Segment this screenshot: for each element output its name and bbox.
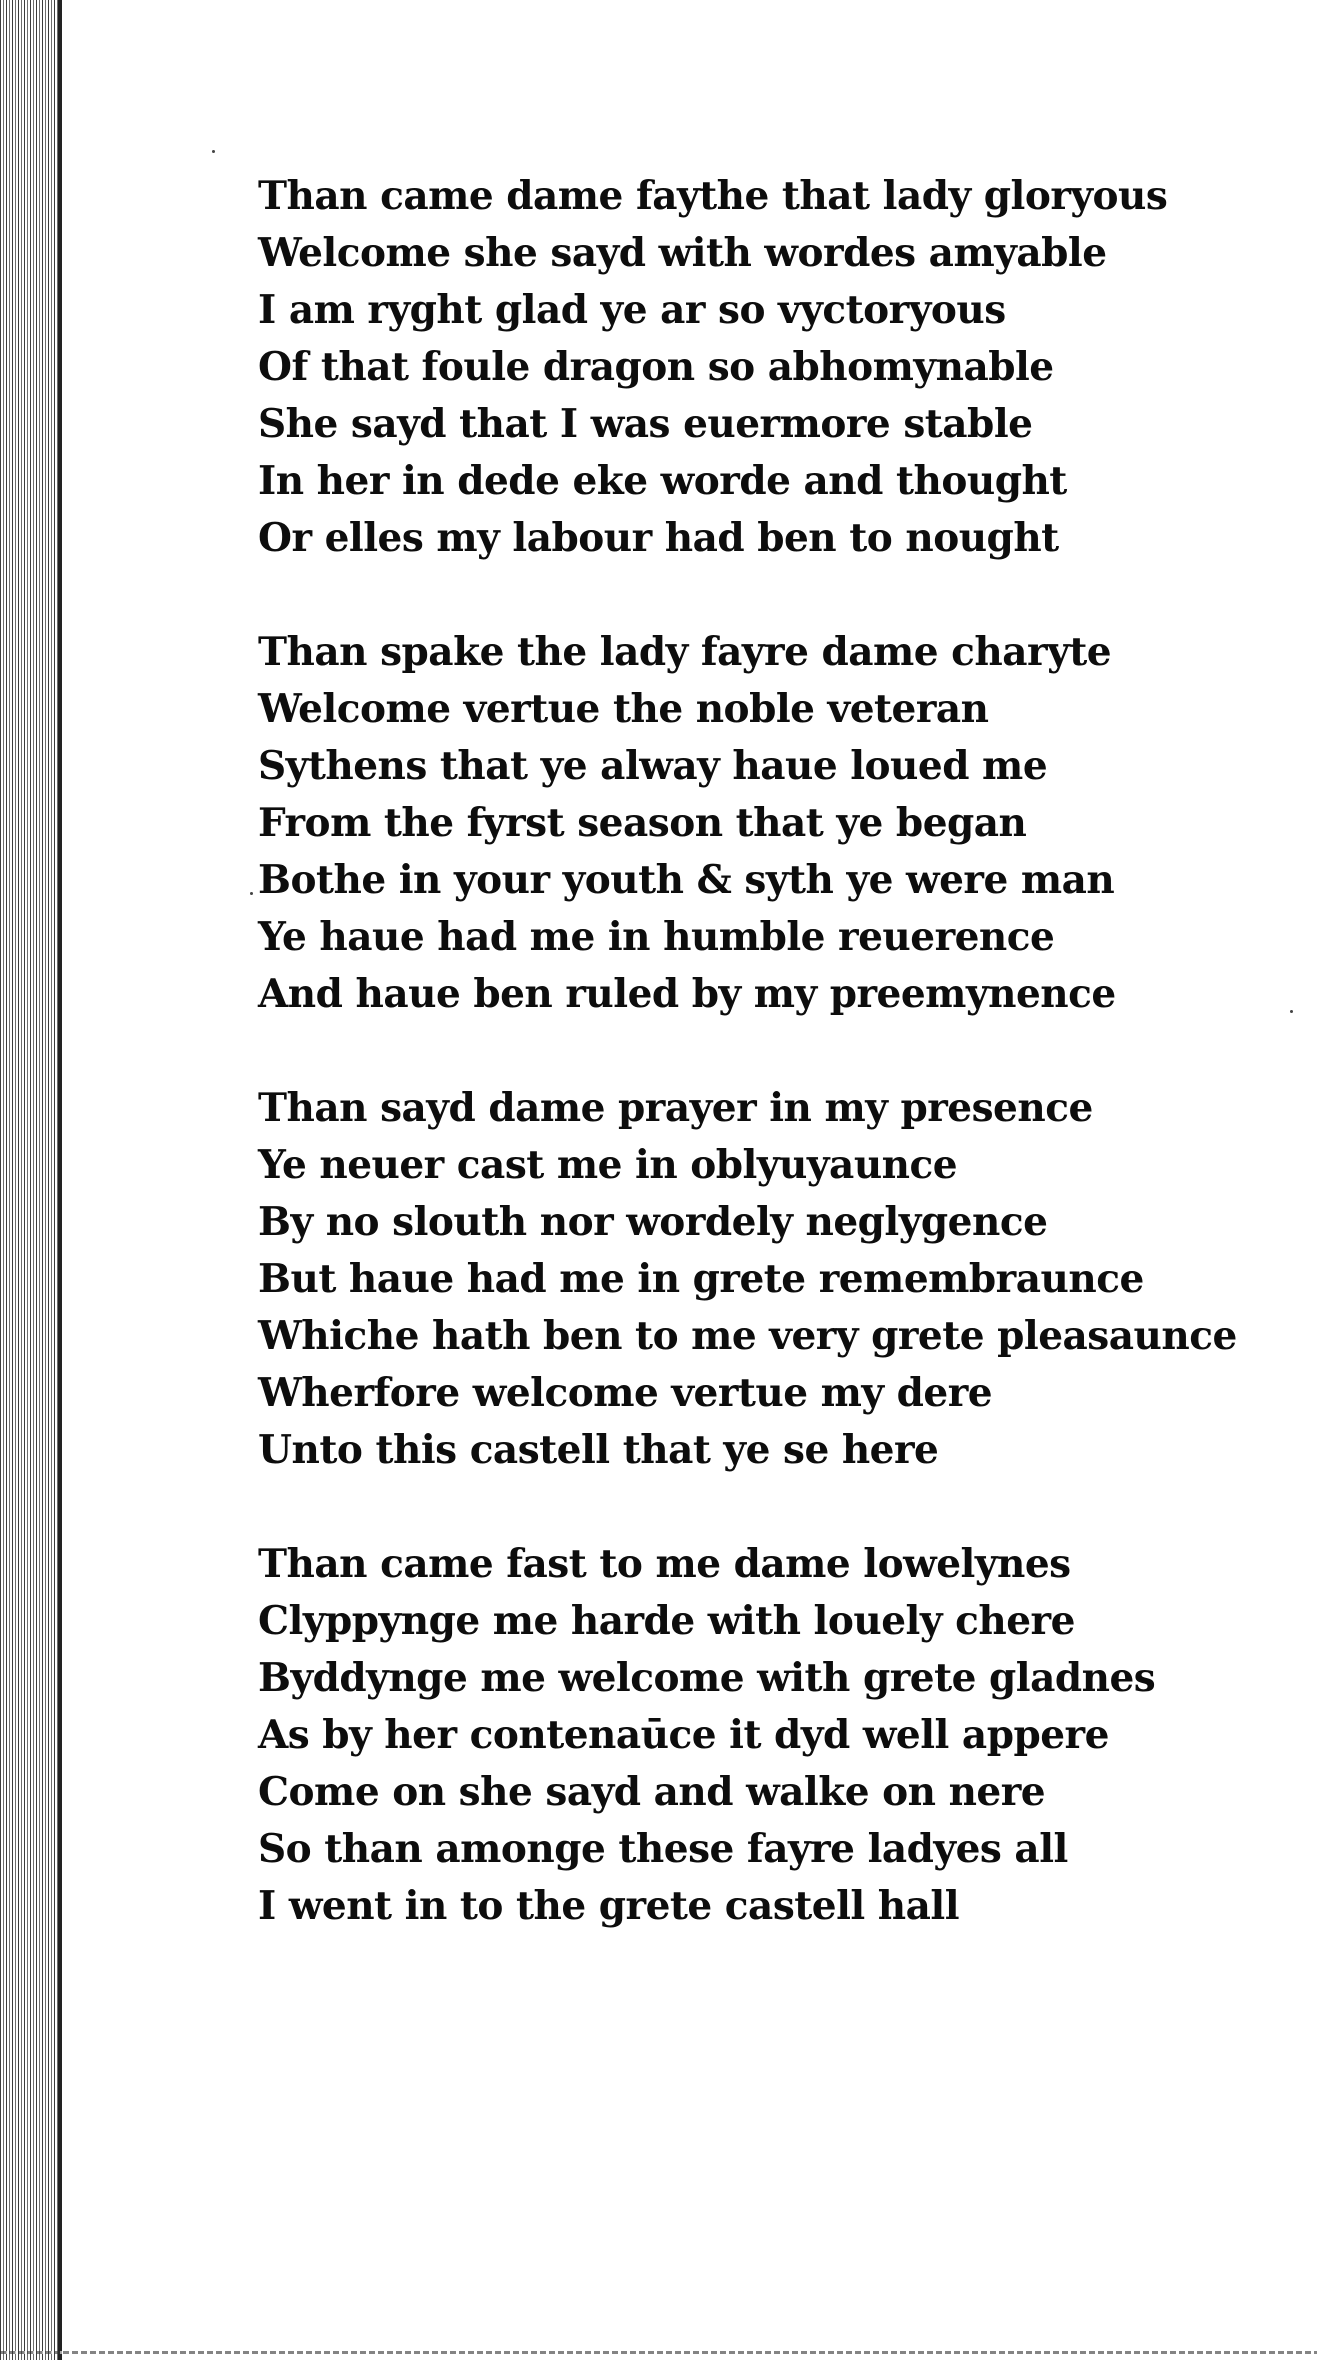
verse-line: I am ryght glad ye ar so vyctoryous xyxy=(258,287,1006,333)
verse-line: Ye haue had me in humble reuerence xyxy=(258,914,1055,960)
verse-line: By no slouth nor wordely neglygence xyxy=(258,1199,1048,1245)
verse-line: Whiche hath ben to me very grete pleasaunce xyxy=(258,1313,1237,1359)
verse-line: And haue ben ruled by my preemynence xyxy=(258,971,1116,1017)
verse-line: Than came dame faythe that lady gloryous xyxy=(258,173,1168,219)
print-speck xyxy=(212,150,215,153)
verse-line: Unto this castell that ye se here xyxy=(258,1427,939,1473)
stanza-1 xyxy=(258,168,1278,567)
verse-line: Than sayd dame prayer in my presence xyxy=(258,1085,1093,1131)
verse-line: Bothe in your youth & syth ye were man xyxy=(258,857,1115,903)
verse-line: Welcome vertue the noble veteran xyxy=(258,686,989,732)
verse-line: I went in to the grete castell hall xyxy=(258,1883,960,1929)
verse-line: Sythens that ye alway haue loued me xyxy=(258,743,1048,789)
verse-line: Than spake the lady fayre dame charyte xyxy=(258,629,1112,675)
verse-line: As by her contenaūce it dyd well appere xyxy=(258,1712,1109,1758)
page-bottom-edge xyxy=(0,2351,1317,2354)
verse-line: She sayd that I was euermore stable xyxy=(258,401,1033,447)
verse-line: Welcome she sayd with wordes amyable xyxy=(258,230,1107,276)
verse-line: Come on she sayd and walke on nere xyxy=(258,1769,1046,1815)
stanza-2 xyxy=(258,624,1278,1023)
verse-line: Clyppynge me harde with louely chere xyxy=(258,1598,1075,1644)
stanza-3 xyxy=(258,1080,1278,1479)
verse-line: In her in dede eke worde and thought xyxy=(258,458,1067,504)
poem-text xyxy=(258,168,1278,1992)
verse-line: Or elles my labour had ben to nought xyxy=(258,515,1059,561)
verse-line: Ye neuer cast me in oblyuyaunce xyxy=(258,1142,958,1188)
verse-line: Than came fast to me dame lowelynes xyxy=(258,1541,1071,1587)
verse-line: But haue had me in grete remembraunce xyxy=(258,1256,1144,1302)
verse-line: Wherfore welcome vertue my dere xyxy=(258,1370,993,1416)
stanza-4 xyxy=(258,1536,1278,1935)
print-speck xyxy=(1290,1010,1293,1013)
verse-line: Byddynge me welcome with grete gladnes xyxy=(258,1655,1156,1701)
print-speck xyxy=(250,892,253,895)
verse-line: So than amonge these fayre ladyes all xyxy=(258,1826,1068,1872)
verse-line: From the fyrst season that ye began xyxy=(258,800,1027,846)
gutter-edge xyxy=(58,0,62,2360)
book-gutter xyxy=(0,0,62,2360)
verse-line: Of that foule dragon so abhomynable xyxy=(258,344,1054,390)
